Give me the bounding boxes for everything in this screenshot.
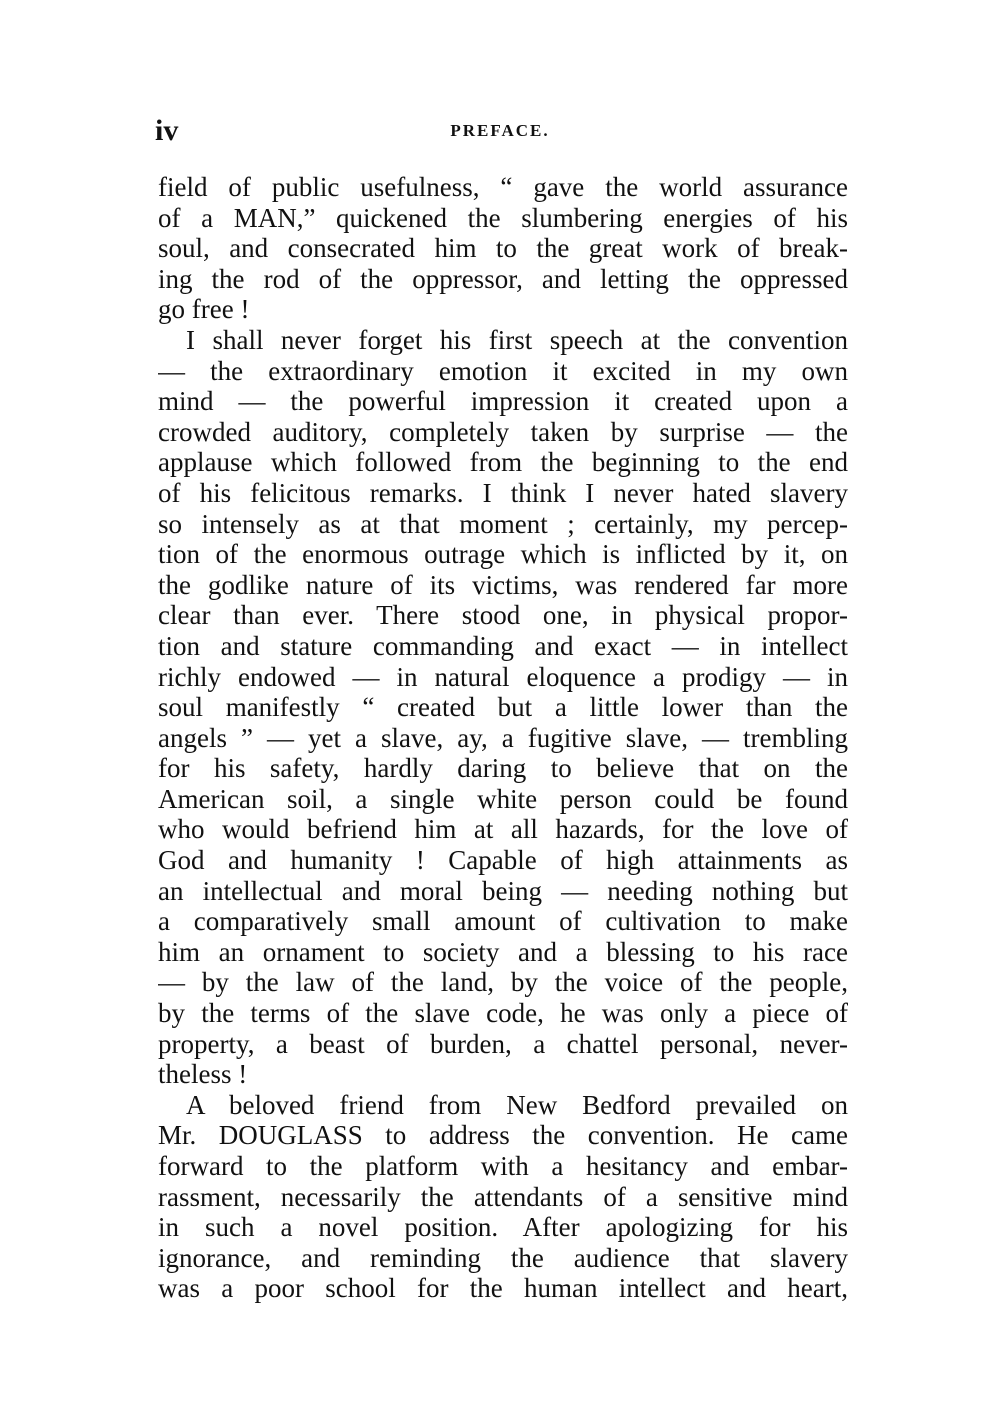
page-header [155, 113, 845, 149]
text-line: for his safety, hardly daring to believe that on the [158, 753, 848, 784]
text-line: of his felicitous remarks. I think I never hated slavery [158, 477, 848, 508]
text-line: property, a beast of burden, a chattel personal, never- [158, 1028, 848, 1059]
text-line: mind — the powerful impression it created upon a [158, 386, 848, 417]
text-line: go free ! [158, 294, 250, 325]
text-line: A beloved friend from New Bedford prevailed on [186, 1089, 848, 1120]
text-line: — the extraordinary emotion it excited in my own [158, 355, 848, 386]
text-line: a comparatively small amount of cultivation to make [158, 906, 848, 937]
body-text [158, 172, 848, 1304]
text-line: ignorance, and reminding the audience that slavery [158, 1242, 848, 1273]
text-line: soul manifestly “ created but a little lower than the [158, 692, 848, 723]
text-line: clear than ever. There stood one, in physical propor- [158, 600, 848, 631]
text-line: angels ” — yet a slave, ay, a fugitive slave, — trembling [158, 722, 848, 753]
text-line: field of public usefulness, “ gave the world assurance [158, 172, 848, 202]
text-line: him an ornament to society and a blessing to his race [158, 936, 848, 967]
text-line: theless ! [158, 1059, 248, 1090]
text-line: tion of the enormous outrage which is inflicted by it, on [158, 539, 848, 570]
paragraph-2 [158, 325, 848, 1090]
text-line: of a MAN,” quickened the slumbering energies of his [158, 202, 848, 233]
text-line: forward to the platform with a hesitancy and embar- [158, 1151, 848, 1181]
text-line: Mr. DOUGLASS to address the convention. He came [158, 1120, 848, 1151]
paragraph-1 [158, 172, 848, 325]
text-line: applause which followed from the beginning to the end [158, 447, 848, 478]
page-number: iv [155, 114, 179, 147]
text-line: an intellectual and moral being — needing nothing but [158, 875, 848, 906]
text-line: I shall never forget his first speech at the convention [186, 324, 848, 355]
text-line: ing the rod of the oppressor, and letting the oppressed [158, 263, 848, 294]
text-line: rassment, necessarily the attendants of a sensitive mind [158, 1181, 848, 1212]
text-line: American soil, a single white person could be found [158, 783, 848, 814]
text-line: God and humanity ! Capable of high attainments as [158, 845, 848, 876]
text-line: — by the law of the land, by the voice of the people, [158, 967, 848, 998]
text-line: by the terms of the slave code, he was only a piece of [158, 998, 848, 1029]
paragraph-3 [158, 1090, 848, 1304]
text-line: tion and stature commanding and exact — in intellect [158, 630, 848, 661]
text-line: richly endowed — in natural eloquence a prodigy — in [158, 661, 848, 692]
text-line: so intensely as at that moment ; certainly, my percep- [158, 508, 848, 539]
text-line: the godlike nature of its victims, was rendered far more [158, 569, 848, 600]
running-head: PREFACE. [450, 121, 550, 140]
text-line: in such a novel position. After apologizing for his [158, 1212, 848, 1243]
text-line: crowded auditory, completely taken by surprise — the [158, 416, 848, 447]
text-line: who would befriend him at all hazards, for the love of [158, 814, 848, 845]
text-line: was a poor school for the human intellect and heart, [158, 1273, 848, 1304]
text-line: soul, and consecrated him to the great work of break- [158, 233, 848, 264]
